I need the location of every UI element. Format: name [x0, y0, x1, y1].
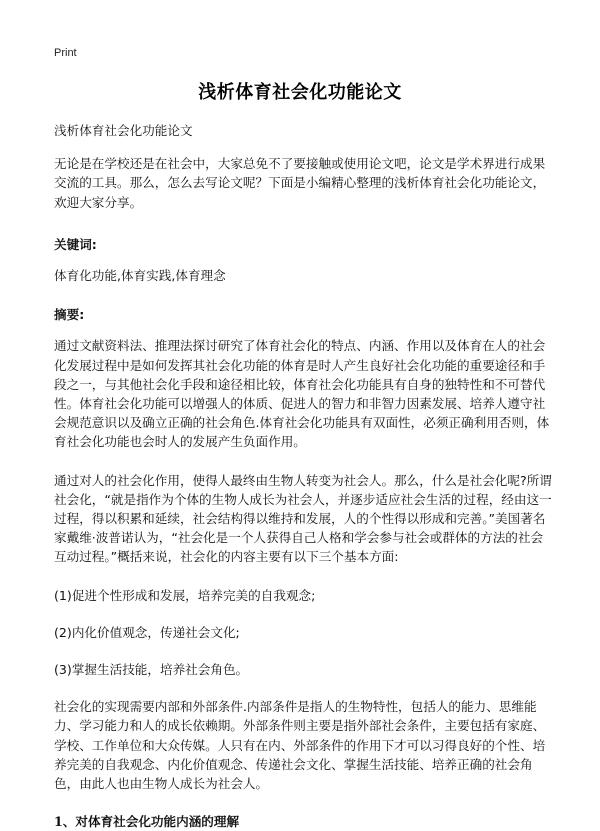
document-body — [54, 121, 554, 831]
body-paragraph-1: 通过对人的社会化作用，使得人最终由生物人转变为社会人。那么，什么是社会化呢?所谓社会化，“就是指作为个体的生物人成长为社会人，并逐步适应社会生活的过程，经由这一过程，得以积累和延续，社会结构得以维持和发展，人的个性得以形成和完善。”美国著名家戴维·波普诺认为，“社会化是一个人获得自己人格和学会参与社会或群体的方法的社会互动过程。”概括来说，社会化的内容主要有以下三个基本方面: — [54, 472, 552, 565]
section-heading-1: 1、对体育社会化功能内涵的理解 — [54, 814, 240, 830]
keywords-text: 体育化功能,体育实践,体育理念 — [54, 268, 226, 284]
print-link[interactable]: Print — [54, 47, 77, 59]
document-title: 浅析体育社会化功能论文 — [198, 82, 402, 103]
intro-paragraph: 无论是在学校还是在社会中，大家总免不了要接触或使用论文吧，论文是学术界进行成果交流的工具。那么，怎么去写论文呢？下面是小编精心整理的浅析体育社会化功能论文，欢迎大家分享。 — [54, 156, 546, 210]
keywords-label: 关键词: — [54, 236, 97, 252]
point-item-3: (3)掌握生活技能，培养社会角色。 — [54, 662, 249, 678]
point-item-2: (2)内化价值观念，传递社会文化; — [54, 624, 240, 640]
body-paragraph-2: 社会化的实现需要内部和外部条件.内部条件是指人的生物特性，包括人的能力、思维能力、学习能力和人的成长依赖期。外部条件则主要是指外部社会条件，主要包括有家庭、学校、工作单位和大众传媒。人只有在内、外部条件的作用下才可以习得良好的个性、培养完美的自我观念、内化价值观念、传递社会文化、掌握生活技能、培养正确的社会角色，由此人也由生物人成长为社会人。 — [54, 699, 546, 792]
document-subtitle: 浅析体育社会化功能论文 — [54, 123, 193, 138]
abstract-label: 摘要: — [54, 307, 85, 323]
abstract-paragraph: 通过文献资料法、推理法探讨研究了体育社会化的特点、内涵、作用以及体育在人的社会化发展过程中是如何发挥其社会化功能的体育是时人产生良好社会化功能的重要途径和手段之一，与其他社会化手段和途径相比较，体育社会化功能具有自身的独特性和不可替代性。体育社会化功能可以增强人的体质、促进人的智力和非智力因素发展、培养人遵守社会规范意识以及确立正确的社会角色.体育社会化功能具有双面性，必须正确利用否则，体育社会化功能也会时人的发展产生负面作用。 — [54, 338, 550, 450]
point-item-1: (1)促进个性形成和发展，培养完美的自我观念; — [54, 587, 316, 603]
